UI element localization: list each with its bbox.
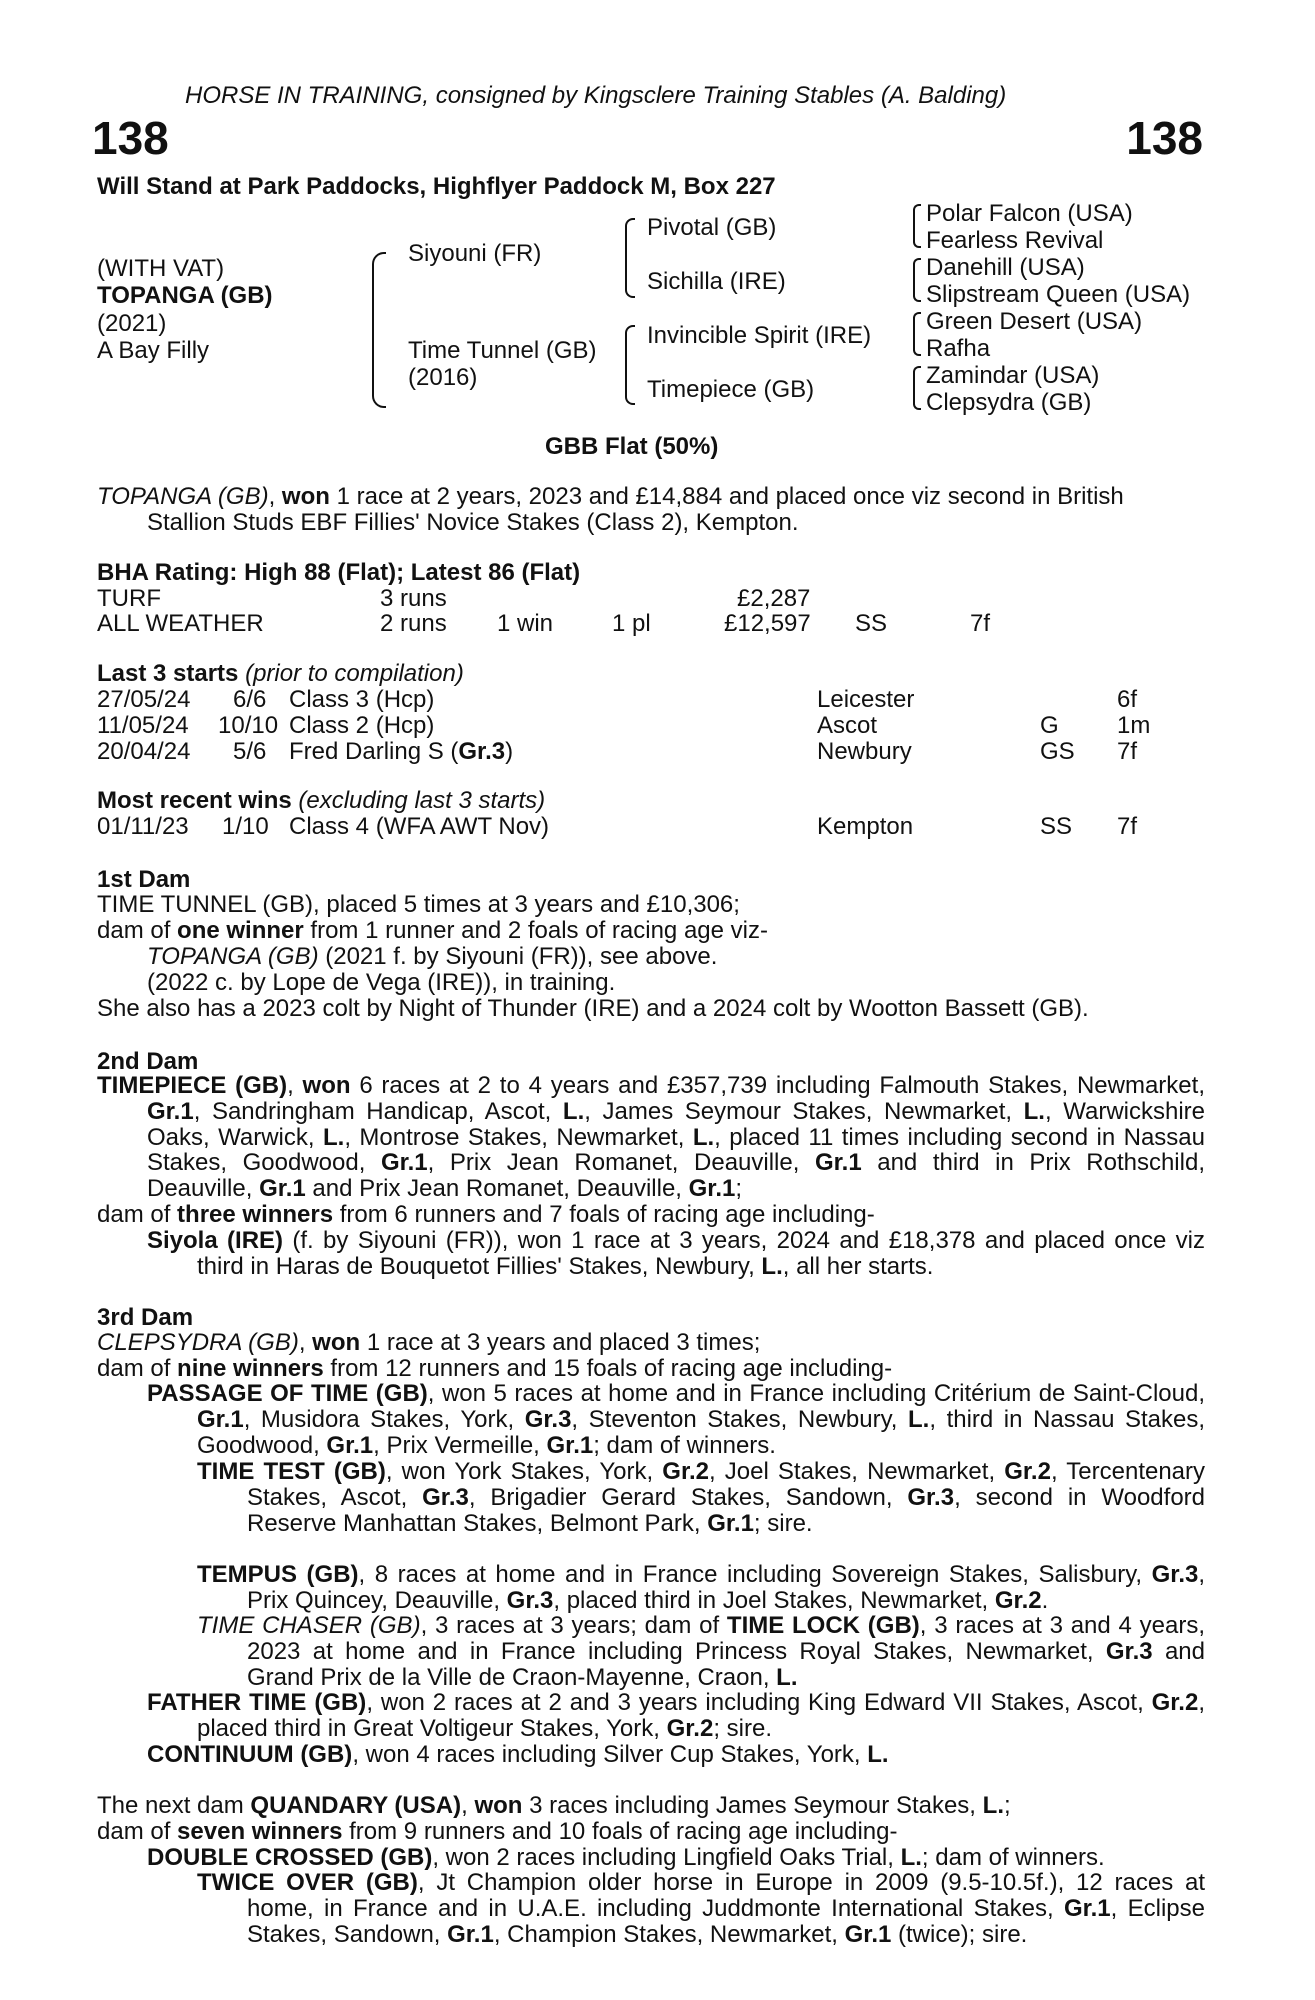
tt-t4: , Brigadier Gerard Stakes, Sandown,: [468, 1483, 908, 1511]
dam2-t3: , James Seymour Stakes, Newmarket,: [584, 1097, 1024, 1125]
dam1-line1: TIME TUNNEL (GB), placed 5 times at 3 years and £10,306;: [97, 891, 740, 918]
nextdam-name: QUANDARY (USA): [250, 1792, 462, 1819]
dc-t2: ; dam of winners.: [921, 1844, 1105, 1871]
tt-t5: , second in Woodford Reserve Manhattan Stakes, Belmont Park,: [247, 1483, 1206, 1537]
offspring-name: CONTINUUM (GB): [147, 1741, 353, 1768]
dam2-t7: , Prix Jean Romanet, Deauville,: [427, 1149, 815, 1177]
win-date: 01/11/23: [97, 813, 189, 840]
start-date: 20/04/24: [97, 738, 191, 765]
offspring-father-time: [147, 1690, 1205, 1742]
record-distance: 7f: [970, 610, 991, 637]
dam1-title: 1st Dam: [97, 866, 191, 893]
ft-t1: , won 2 races at 2 and 3 years including King Edward VII Stakes, Ascot,: [366, 1689, 1152, 1716]
grade: Gr.2: [1004, 1458, 1051, 1485]
dam2-offspring: [147, 1228, 1205, 1280]
start-race: Class 3 (Hcp): [289, 686, 435, 713]
dam2-t6: , placed 11 times including second in Nassau Stakes, Goodwood,: [147, 1123, 1206, 1177]
dam2-t9: and Prix Jean Romanet, Deauville,: [305, 1175, 689, 1203]
pedigree-dam-sire: Invincible Spirit (IRE): [647, 322, 872, 349]
pedigree-dam-year: (2016): [408, 364, 478, 391]
dam3-d1: dam of: [97, 1355, 178, 1382]
grade: Gr.3: [1105, 1637, 1153, 1665]
grade: Gr.1: [326, 1431, 374, 1459]
pedigree-dss: Green Desert (USA): [926, 308, 1143, 335]
dam2-produce: [97, 1202, 875, 1228]
grade: Gr.2: [1151, 1689, 1199, 1716]
nextdam-record: [97, 1793, 1011, 1819]
tt-t6: ; sire.: [753, 1509, 813, 1537]
dam1-l3a: TOPANGA (GB): [147, 943, 319, 970]
grade: Gr.2: [662, 1458, 709, 1485]
summary-won: won: [281, 483, 330, 510]
dam2-t5: , Montrose Stakes, Newmarket,: [344, 1123, 693, 1151]
nextdam-t2: 3 races including James Seymour Stakes,: [522, 1792, 983, 1819]
record-prize: £12,597: [724, 610, 811, 637]
grade: Gr.1: [147, 1097, 194, 1125]
grade: Gr.1: [814, 1149, 862, 1177]
record-placed: 1 pl: [612, 610, 651, 637]
grade: Gr.3: [506, 1586, 554, 1614]
pedigree-sire-sire: Pivotal (GB): [647, 214, 777, 241]
to-t1: , Jt Champion older horse in Europe in 2009 (9.5-10.5f.), 12 races at home, in France and in U.A.E. including Juddmonte International Stakes,: [247, 1869, 1205, 1922]
dam3-produce: [97, 1356, 892, 1382]
dam1-line5: She also has a 2023 colt by Night of Thunder (IRE) and a 2024 colt by Wootton Bassett (GB).: [97, 995, 1089, 1022]
grade: Gr.1: [546, 1431, 594, 1459]
pedigree-sdd: Slipstream Queen (USA): [926, 281, 1191, 308]
listed: L.: [776, 1663, 798, 1691]
tt-t2: , Joel Stakes, Newmarket,: [709, 1458, 1005, 1485]
offspring-name: FATHER TIME (GB): [147, 1689, 367, 1716]
grade: Gr.2: [994, 1586, 1042, 1614]
race-summary-line1: TOPANGA (GB), won 1 race at 2 years, 2023 and £14,884 and placed once viz second in British: [97, 483, 1124, 510]
to-t3: , Champion Stakes, Newmarket,: [493, 1920, 845, 1948]
start-race: Class 2 (Hcp): [289, 712, 435, 739]
listed: L.: [908, 1405, 930, 1433]
pot-t4: , third in Nassau Stakes, Goodwood,: [197, 1405, 1206, 1459]
dam1-l2b: one winner: [177, 917, 304, 944]
dam2-d3: from 6 runners and 7 foals of racing age including-: [333, 1201, 875, 1228]
tc-t2: , 3 races at 3 and 4 years, 2023 at home and in France including Princess Royal Stakes, Newmarket,: [247, 1612, 1206, 1665]
nextdam-produce: [97, 1819, 897, 1845]
start-date: 11/05/24: [97, 712, 189, 739]
dam2-name: TIMEPIECE (GB): [97, 1072, 288, 1099]
win-race: Class 4 (WFA AWT Nov): [289, 813, 550, 840]
pedigree-sds: Danehill (USA): [926, 254, 1085, 281]
tt-t3: , Tercentenary Stakes, Ascot,: [247, 1458, 1206, 1511]
nextdam-t1: ,: [461, 1792, 475, 1819]
win-course: Kempton: [817, 813, 914, 840]
pedigree-brace-dd: [913, 366, 921, 410]
grade: Gr.1: [688, 1175, 736, 1203]
record-runs: 3 runs: [380, 585, 447, 612]
dam2-t2: , Sandringham Handicap, Ascot,: [193, 1097, 563, 1125]
start-race-end: ): [505, 738, 514, 765]
nextdam-t3: ;: [1003, 1792, 1011, 1819]
tt-t1: , won York Stakes, York,: [385, 1458, 663, 1485]
win-going: SS: [1040, 813, 1073, 840]
pedigree-sire-dam: Sichilla (IRE): [647, 268, 786, 295]
pot-t5: , Prix Vermeille,: [373, 1431, 547, 1459]
pedigree-brace-sire: [625, 218, 635, 298]
last3-note: (prior to compilation): [238, 660, 464, 687]
horse-name: TOPANGA (GB): [97, 282, 273, 309]
te-t4: .: [1041, 1586, 1049, 1614]
offspring-tempus: [197, 1562, 1205, 1614]
start-position: 5/6: [233, 738, 267, 765]
dc-t1: , won 2 races including Lingfield Oaks Trial,: [432, 1844, 901, 1871]
start-date: 27/05/24: [97, 686, 191, 713]
horse-description: A Bay Filly: [97, 337, 210, 364]
grade: Gr.1: [844, 1920, 892, 1948]
ft-t2: , placed third in Great Voltigeur Stakes, York,: [197, 1689, 1205, 1742]
pedigree-ssd: Fearless Revival: [926, 227, 1104, 254]
dam3-d2: nine winners: [177, 1355, 324, 1382]
dam2-record: TIMEPIECE (GB), won 6 races at 2 to 4 years and £357,739 including Falmouth Stakes, Newmarket, Gr.1, Sandringham Handicap, Ascot, L., James Seymour Stakes, Newmarket, L., Warwickshire Oaks, Warwick, L., Montrose Stakes, Newmarket, L., placed 11 times including second in Nassau Stakes, Goodwood, Gr.1, Prix Jean Romanet, Deauville, Gr.1 and third in Prix Rothschild, Deauville, Gr.1 and Prix Jean Romanet, Deauville, Gr.1;: [97, 1072, 1206, 1203]
grade: Gr.1: [380, 1149, 428, 1177]
consignment-line: HORSE IN TRAINING, consigned by Kingsclere Training Stables (A. Balding): [185, 82, 1007, 109]
start-race: [289, 739, 513, 765]
offspring-name: TEMPUS (GB): [197, 1561, 359, 1588]
grade: Gr.1: [447, 1920, 494, 1948]
dam2-off-t2: , all her starts.: [782, 1252, 934, 1280]
pedigree-dam: Time Tunnel (GB): [408, 337, 597, 364]
grade: Gr.1: [707, 1509, 754, 1537]
win-distance: 7f: [1117, 813, 1138, 840]
dam2-t8: and third in Prix Rothschild, Deauville,: [147, 1149, 1205, 1203]
pot-t1: , won 5 races at home and in France including Critérium de Saint-Cloud,: [427, 1380, 1205, 1407]
dam2-off-t1: (f. by Siyouni (FR)), won 1 race at 3 years, 2024 and £18,378 and placed once viz third in Haras de Bouquetot Fillies' Stakes, Newbury,: [197, 1227, 1206, 1280]
offspring-time-chaser: [197, 1613, 1205, 1690]
dam2-d1: dam of: [97, 1201, 178, 1228]
dam1-l2c: from 1 runner and 2 foals of racing age viz-: [303, 917, 768, 944]
record-wins: 1 win: [497, 610, 554, 637]
summary-horse-name: TOPANGA (GB): [97, 483, 269, 510]
tc-t1: , 3 races at 3 years; dam of: [420, 1612, 727, 1639]
dam1-l2a: dam of: [97, 917, 178, 944]
pot-t3: , Steventon Stakes, Newbury,: [571, 1405, 909, 1433]
start-course: Newbury: [817, 738, 912, 765]
gbb-flat: GBB Flat (50%): [545, 433, 719, 460]
win-position: 1/10: [222, 813, 269, 840]
pot-t6: ; dam of winners.: [593, 1431, 776, 1459]
start-going: GS: [1040, 738, 1075, 765]
offspring-time-test: [197, 1459, 1205, 1536]
dam2-won: won: [302, 1072, 351, 1099]
dam3-d3: from 12 runners and 15 foals of racing age including-: [323, 1355, 893, 1382]
pedigree-dds: Zamindar (USA): [926, 362, 1100, 389]
dam2-t4: , Warwickshire Oaks, Warwick,: [147, 1097, 1206, 1151]
grade: Gr.1: [1063, 1894, 1111, 1922]
offspring-name: TWICE OVER (GB): [197, 1869, 418, 1896]
listed: L.: [692, 1123, 715, 1151]
dam1-l3b: (2021 f. by Siyouni (FR)), see above.: [318, 943, 718, 970]
listed: L.: [1023, 1097, 1045, 1125]
last3-title: Last 3 starts: [97, 660, 239, 687]
dam1-line4: (2022 c. by Lope de Vega (IRE)), in training.: [147, 969, 616, 996]
grade: Gr.3: [524, 1405, 572, 1433]
dam2-title: 2nd Dam: [97, 1048, 199, 1075]
pot-t2: , Musidora Stakes, York,: [243, 1405, 525, 1433]
listed: L.: [900, 1844, 922, 1871]
te-t1: , 8 races at home and in France including Sovereign Stakes, Salisbury,: [358, 1561, 1152, 1588]
start-distance: 1m: [1117, 712, 1151, 739]
offspring-name: TIME TEST (GB): [197, 1458, 386, 1485]
pedigree-ddd: Clepsydra (GB): [926, 389, 1092, 416]
record-going: SS: [855, 610, 888, 637]
listed: L.: [982, 1792, 1004, 1819]
pedigree-brace-dam: [625, 325, 635, 405]
grand-offspring-name: TIME LOCK (GB): [726, 1612, 920, 1639]
start-going: G: [1040, 712, 1059, 739]
recent-heading: [97, 788, 545, 814]
record-prize: £2,287: [737, 585, 811, 612]
grade: Gr.3: [422, 1483, 469, 1511]
record-surface: TURF: [97, 585, 161, 612]
pedigree-dsd: Rafha: [926, 335, 991, 362]
race-summary-line2: Stallion Studs EBF Fillies' Novice Stakes (Class 2), Kempton.: [147, 509, 799, 536]
dam3-record: CLEPSYDRA (GB), won 1 race at 3 years and placed 3 times;: [97, 1329, 761, 1356]
start-distance: 7f: [1117, 738, 1138, 765]
offspring-twice-over: [197, 1870, 1205, 1947]
dam2-t10: ;: [735, 1175, 743, 1203]
horse-year: (2021): [97, 310, 167, 337]
summary-text1: 1 race at 2 years, 2023 and £14,884 and placed once viz second in British: [329, 483, 1124, 510]
start-position: 6/6: [233, 686, 267, 713]
nextdam-won: won: [474, 1792, 523, 1819]
listed: L.: [322, 1123, 345, 1151]
grade: Gr.3: [907, 1483, 955, 1511]
start-position: 10/10: [218, 712, 279, 739]
pedigree-brace-main: [372, 252, 386, 408]
offspring-double-crossed: [147, 1845, 1105, 1871]
dam2-d2: three winners: [177, 1201, 334, 1228]
recent-note: (excluding last 3 starts): [291, 787, 546, 814]
bha-rating: BHA Rating: High 88 (Flat); Latest 86 (Flat): [97, 559, 581, 586]
nextdam-d1: dam of: [97, 1818, 178, 1845]
dam1-line2: [97, 918, 768, 944]
last3-heading: [97, 661, 464, 687]
lot-number-right: 138: [1126, 112, 1203, 164]
pedigree-dam-dam: Timepiece (GB): [647, 376, 815, 403]
nextdam-d3: from 9 runners and 10 foals of racing age including-: [342, 1818, 898, 1845]
start-race-grade: Gr.3: [458, 738, 506, 765]
nextdam-t0: The next dam: [97, 1792, 251, 1819]
grade: Gr.1: [197, 1405, 244, 1433]
dam3-title: 3rd Dam: [97, 1304, 194, 1331]
grade: Gr.3: [1151, 1561, 1199, 1588]
start-distance: 6f: [1117, 686, 1138, 713]
listed: L.: [562, 1097, 585, 1125]
dam3-t1: 1 race at 3 years and placed 3 times;: [360, 1329, 761, 1356]
to-t2: , Eclipse Stakes, Sandown,: [247, 1894, 1205, 1948]
grade: Gr.1: [259, 1175, 306, 1203]
pedigree-brace-ss: [913, 204, 921, 248]
record-runs: 2 runs: [380, 610, 447, 637]
pedigree-brace-sd: [913, 258, 921, 302]
tc-t3: and Grand Prix de la Ville de Craon-Mayenne, Craon,: [247, 1637, 1205, 1691]
offspring-name: DOUBLE CROSSED (GB): [147, 1844, 433, 1871]
listed: L.: [761, 1252, 783, 1280]
record-surface: ALL WEATHER: [97, 610, 264, 637]
pedigree-sss: Polar Falcon (USA): [926, 200, 1133, 227]
pedigree-brace-ds: [913, 312, 921, 356]
offspring-name: TIME CHASER (GB): [197, 1612, 421, 1639]
start-race-text: Fred Darling S (: [289, 738, 459, 765]
start-course: Ascot: [817, 712, 878, 739]
vat-note: (WITH VAT): [97, 255, 225, 282]
start-course: Leicester: [817, 686, 915, 713]
dam3-name: CLEPSYDRA (GB): [97, 1329, 299, 1356]
listed: L.: [867, 1741, 889, 1768]
stand-location: Will Stand at Park Paddocks, Highflyer Paddock M, Box 227: [97, 173, 776, 200]
co-t1: , won 4 races including Silver Cup Stakes, York,: [352, 1741, 868, 1768]
offspring-passage-of-time: [147, 1381, 1205, 1458]
dam2-t1: 6 races at 2 to 4 years and £357,739 including Falmouth Stakes, Newmarket,: [350, 1072, 1205, 1099]
recent-title: Most recent wins: [97, 787, 292, 814]
to-t4: (twice); sire.: [891, 1920, 1028, 1948]
nextdam-d2: seven winners: [177, 1818, 343, 1845]
pedigree-sire: Siyouni (FR): [408, 240, 542, 267]
offspring-name: Siyola (IRE): [147, 1227, 284, 1254]
te-t2: , Prix Quincey, Deauville,: [247, 1561, 1206, 1614]
lot-number-left: 138: [92, 112, 169, 164]
te-t3: , placed third in Joel Stakes, Newmarket,: [553, 1586, 995, 1614]
grade: Gr.2: [666, 1714, 714, 1742]
offspring-continuum: [147, 1742, 889, 1768]
dam3-won: won: [312, 1329, 361, 1356]
ft-t3: ; sire.: [713, 1714, 772, 1742]
dam1-line3: [147, 944, 717, 970]
offspring-name: PASSAGE OF TIME (GB): [147, 1380, 428, 1407]
